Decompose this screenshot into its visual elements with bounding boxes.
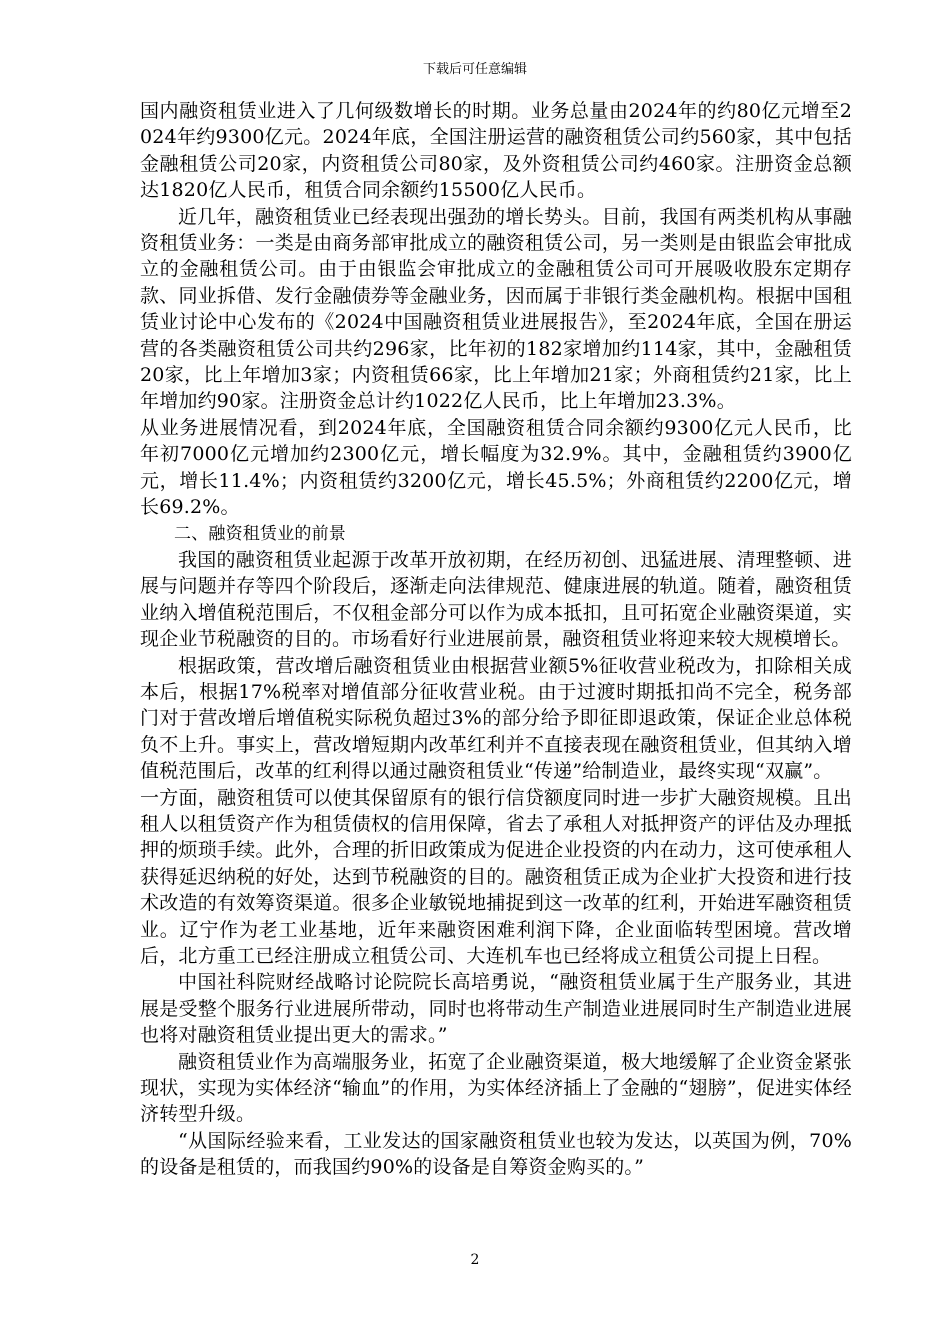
- paragraph: 一方面，融资租赁可以使其保留原有的银行信贷额度同时进一步扩大融资规模。且出租人以租赁资产作为租赁债权的信用保障，省去了承租人对抵押资产的评估及办理抵押的烦琐手续。此外，合理的折旧政策成为促进企业投资的内在动力，这可使承租人获得延迟纳税的好处，达到节税融资的目的。融资租赁正成为企业扩大投资和进行技术改造的有效筹资渠道。很多企业敏锐地捕捉到这一改革的红利，开始进军融资租赁业。辽宁作为老工业基地，近年来融资困难利润下降，企业面临转型困境。营改增后，北方重工已经注册成立租赁公司、大连机车也已经将成立租赁公司提上日程。: [140, 786, 852, 967]
- paragraph: 融资租赁业作为高端服务业，拓宽了企业融资渠道，极大地缓解了企业资金紧张现状，实现为实体经济“输血”的作用，为实体经济插上了金融的“翅膀”，促进实体经济转型升级。: [140, 1050, 852, 1126]
- document-body: [140, 98, 852, 1181]
- page-number: 2: [470, 1252, 480, 1268]
- section-heading: 二、融资租赁业的前景: [174, 523, 346, 544]
- paragraph: 从业务进展情况看，到2024年底，全国融资租赁合同余额约9300亿元人民币，比年初7000亿元增加约2300亿元，增长幅度为32.9%。其中，金融租赁约3900亿元，增长11.4%；内资租赁约3200亿元，增长45.5%；外商租赁约2200亿元，增长69.2%。: [140, 416, 852, 519]
- paragraph: 中国社科院财经战略讨论院院长高培勇说，“融资租赁业属于生产服务业，其进展是受整个服务行业进展所带动，同时也将带动生产制造业进展同时生产制造业进展也将对融资租赁业提出更大的需求。”: [140, 971, 852, 1047]
- paragraph: 近几年，融资租赁业已经表现出强劲的增长势头。目前，我国有两类机构从事融资租赁业务：一类是由商务部审批成立的融资租赁公司，另一类则是由银监会审批成立的金融租赁公司。由于由银监会审批成立的金融租赁公司可开展吸收股东定期存款、同业拆借、发行金融债券等金融业务，因而属于非银行类金融机构。根据中国租赁业讨论中心发布的《2024中国融资租赁业进展报告》，至2024年底，全国在册运营的各类融资租赁公司共约296家，比年初的182家增加约114家，其中，金融租赁20家，比上年增加3家；内资租赁66家，比上年增加21家；外商租赁约21家，比上年增加约90家。注册资金总计约1022亿人民币，比上年增加23.3%。: [140, 205, 852, 413]
- paragraph: 国内融资租赁业进入了几何级数增长的时期。业务总量由2024年的约80亿元增至2024年约9300亿元。2024年底，全国注册运营的融资租赁公司约560家，其中包括金融租赁公司20家，内资租赁公司80家，及外资租赁公司约460家。注册资金总额达1820亿人民币，租赁合同余额约15500亿人民币。: [140, 100, 852, 202]
- paragraph: 我国的融资租赁业起源于改革开放初期，在经历初创、迅猛进展、清理整顿、进展与问题并存等四个阶段后，逐渐走向法律规范、健康进展的轨道。随着，融资租赁业纳入增值税范围后，不仅租金部分可以作为成本抵扣，且可拓宽企业融资渠道，实现企业节税融资的目的。市场看好行业进展前景，融资租赁业将迎来较大规模增长。: [140, 548, 852, 651]
- header-note: 下载后可任意编辑: [422, 62, 527, 77]
- paragraph: “从国际经验来看，工业发达的国家融资租赁业也较为发达，以英国为例，70%的设备是租赁的，而我国约90%的设备是自筹资金购买的。”: [140, 1129, 852, 1179]
- paragraph: 根据政策，营改增后融资租赁业由根据营业额5%征收营业税改为，扣除相关成本后，根据17%税率对增值部分征收营业税。由于过渡时期抵扣尚不完全，税务部门对于营改增后增值税实际税负超过3%的部分给予即征即退政策，保证企业总体税负不上升。事实上，营改增短期内改革红利并不直接表现在融资租赁业，但其纳入增值税范围后，改革的红利得以通过融资租赁业“传递”给制造业，最终实现“双赢”。: [140, 654, 852, 783]
